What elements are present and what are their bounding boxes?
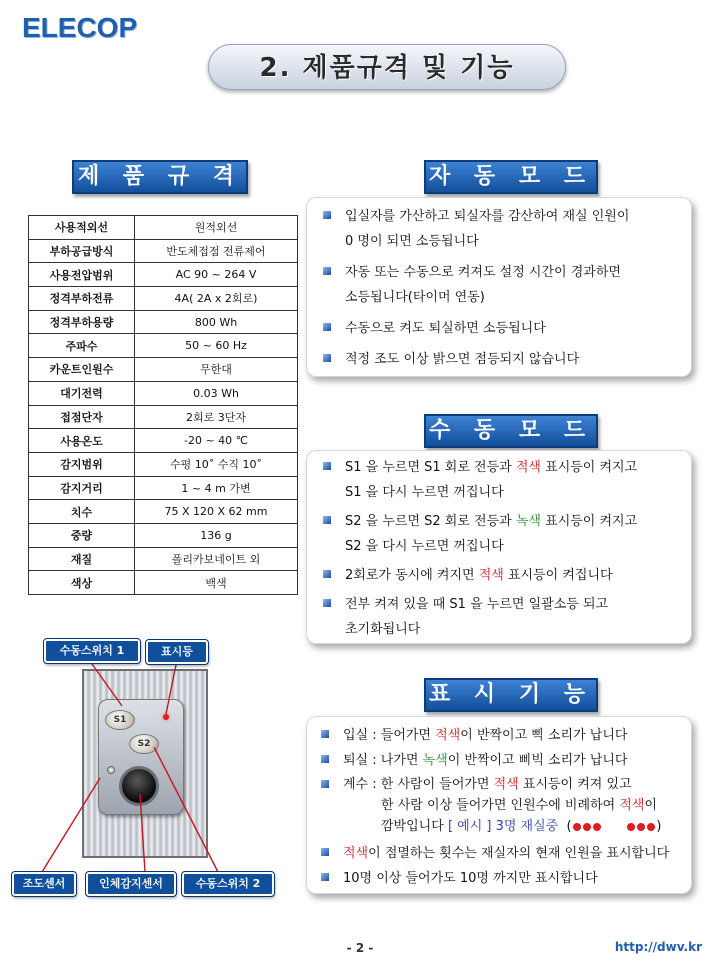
display-item-5: 10명 이상 들어가도 10명 까지만 표시합니다 [321,866,683,891]
spec-key: 감지범위 [29,452,135,476]
spec-value: 800 Wh [135,310,298,334]
spec-key: 감지거리 [29,476,135,500]
label-manual-switch-2: 수동스위치 2 [182,872,274,896]
spec-value: 백색 [135,571,298,595]
auto-item-4: 적정 조도 이상 밝으면 점등되지 않습니다 [323,347,681,372]
auto-mode-title: 자 동 모 드 [424,160,598,194]
spec-value: 수평 10˚ 수직 10˚ [135,452,298,476]
display-item-1: 입실 : 들어가면 적색이 반짝이고 삑 소리가 납니다 [321,723,683,748]
spec-value: 0.03 Wh [135,381,298,405]
auto-item-3: 수동으로 켜도 퇴실하면 소등됩니다 [323,316,681,341]
display-function-title: 표 시 기 능 [424,678,598,712]
manual-item-1: S1 을 누르면 S1 회로 전등과 적색 표시등이 켜지고 S1 을 다시 누르면 꺼집니다 [323,455,683,505]
spec-value: 무한대 [135,358,298,382]
manual-item-3: 2회로가 동시에 켜지면 적색 표시등이 켜집니다 [323,563,683,588]
auto-item-2: 자동 또는 수동으로 켜져도 설정 시간이 경과하면 소등됩니다(타이머 연동) [323,260,681,310]
spec-key: 재질 [29,547,135,571]
spec-section-title: 제 품 규 격 [72,160,248,194]
page-title: 2. 제품규격 및 기능 [208,44,566,90]
spec-key: 접점단자 [29,405,135,429]
spec-value: AC 90 ~ 264 V [135,263,298,287]
spec-key: 사용온도 [29,429,135,453]
spec-value: -20 ~ 40 ℃ [135,429,298,453]
label-manual-switch-1: 수동스위치 1 [44,639,140,663]
spec-key: 정격부하전류 [29,287,135,311]
label-lux-sensor: 조도센서 [12,872,76,896]
spec-key: 주파수 [29,334,135,358]
label-indicator: 표시등 [146,640,208,664]
s2-button[interactable]: S2 [129,734,159,754]
spec-value: 원적외선 [135,216,298,240]
company-logo: ELECOP [22,12,138,43]
spec-value: 50 ~ 60 Hz [135,334,298,358]
spec-value: 2회로 3단자 [135,405,298,429]
spec-key: 대기전력 [29,381,135,405]
display-item-2: 퇴실 : 나가면 녹색이 반짝이고 삐빅 소리가 납니다 [321,748,683,773]
spec-key: 중량 [29,523,135,547]
spec-key: 정격부하용량 [29,310,135,334]
spec-value: 1 ~ 4 m 가변 [135,476,298,500]
manual-item-2: S2 을 누르면 S2 회로 전등과 녹색 표시등이 켜지고 S2 을 다시 누르면 꺼집니다 [323,509,683,559]
spec-value: 반도체접점 전류제어 [135,239,298,263]
spec-value: 136 g [135,523,298,547]
spec-key: 색상 [29,571,135,595]
footer-url[interactable]: http://dwv.kr [614,940,702,954]
spec-value: 75 X 120 X 62 mm [135,500,298,524]
page-number: - 2 - [346,941,374,955]
label-pir-sensor: 인체감지센서 [86,872,176,896]
display-item-3: 계수 : 한 사람이 들어가면 적색 표시등이 켜져 있고 한 사람 이상 들어가면 인원수에 비례하여 적색이 깜박입니다 [ 예시 ] 3명 재실중 ( ) [321,773,683,837]
manual-item-4: 전부 켜져 있을 때 S1 을 누르면 일괄소등 되고 초기화됩니다 [323,592,683,642]
manual-mode-title: 수 동 모 드 [424,414,598,448]
spec-key: 치수 [29,500,135,524]
display-item-4: 적색이 점멸하는 횟수는 재실자의 현재 인원을 표시합니다 [321,841,683,866]
spec-key: 사용적외선 [29,216,135,240]
spec-key: 카운트인원수 [29,358,135,382]
auto-item-1: 입실자를 가산하고 퇴실자를 감산하여 재실 인원이 0 명이 되면 소등됩니다 [323,204,681,254]
spec-key: 사용전압범위 [29,263,135,287]
spec-key: 부하공급방식 [29,239,135,263]
s1-button[interactable]: S1 [105,710,135,730]
spec-value: 4A( 2A x 2회로) [135,287,298,311]
spec-value: 폴리카보네이트 외 [135,547,298,571]
